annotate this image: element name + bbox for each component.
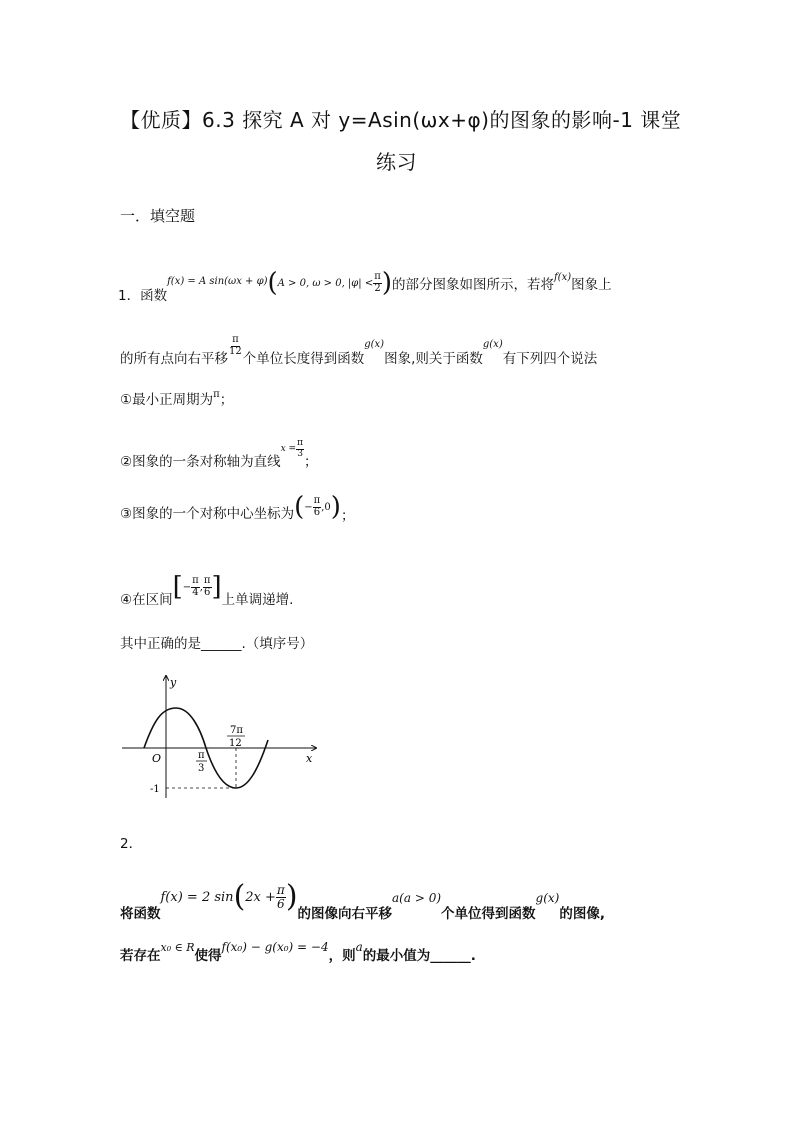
q2-x0-in: x₀ ∈ R	[160, 940, 195, 954]
q2-mid1: 的图像向右平移	[297, 906, 393, 922]
pi-over-6-b: $\frac{\pi}{6}$	[203, 575, 211, 598]
q1-func-expr: f(x) = A sin(ωx + φ)	[167, 275, 268, 287]
q2-gx: g(x)	[535, 891, 560, 905]
q2-mid3: 的图像,	[559, 906, 605, 922]
tick-pi-3-num: π	[198, 750, 205, 761]
q2-a-var: a	[355, 940, 363, 954]
q2-lead: 将函数	[120, 906, 161, 922]
statement-3: ③图象的一个对称中心坐标为 ( − $\frac{\pi}{6}$ ,0 ) ；	[120, 492, 355, 524]
right-paren: )	[381, 268, 392, 298]
tick-pi-3-den: 3	[198, 763, 205, 774]
statement-2-text: ②图象的一条对称轴为直线	[120, 454, 281, 470]
origin-label: O	[152, 752, 162, 765]
q1-after-cond: 的部分图象如图所示，若将	[391, 277, 554, 293]
q2-f-def: f(x) = 2 sin	[160, 889, 234, 905]
q2-equation: f(x₀) − g(x₀) = −4	[221, 940, 329, 954]
q1-line1	[118, 262, 612, 304]
statement-4-end: 上单调递增.	[221, 592, 294, 608]
q2-mid2: 个单位得到函数	[441, 906, 536, 922]
q1-question: 其中正确的是______.（填序号）	[120, 636, 314, 652]
q2-inner: 2x +	[245, 889, 276, 905]
doc-title-line1: 【优质】6.3 探究 A 对 y=Asin(ωx+φ)的图象的影响-1 课堂	[120, 108, 682, 132]
sine-graph	[110, 670, 330, 810]
q1-line2-b: 个单位长度得到函数	[242, 351, 365, 367]
statement-1-pi: π	[213, 388, 220, 400]
doc-title-line2: 练习	[376, 150, 417, 174]
x-axis-label: x	[306, 752, 313, 765]
left-paren: (	[267, 268, 278, 298]
q2-line2	[120, 934, 476, 964]
section-header: 一．填空题	[120, 207, 196, 225]
pi-over-12: $\frac{\pi}{12}$	[229, 334, 242, 357]
q2-l2-b: 使得	[194, 948, 222, 964]
statement-2-end: ；	[304, 454, 318, 470]
neg-one-label: -1	[150, 784, 160, 795]
q1-line2	[120, 325, 597, 367]
q1-lead: 函数	[140, 288, 168, 304]
statement-3-end: ；	[340, 508, 355, 524]
statement-3-text: ③图象的一个对称中心坐标为	[120, 506, 295, 522]
q1-fx: f(x)	[553, 271, 572, 283]
q1-after-fx: 图象上	[571, 277, 612, 293]
q2-number: 2．	[120, 836, 143, 852]
q1-line2-c: 图象,则关于函数	[384, 351, 483, 367]
statement-2	[120, 428, 318, 470]
pi-over-6: $\frac{\pi}{6}$	[313, 495, 321, 518]
statement-1	[120, 388, 233, 408]
statement-4-text: ④在区间	[120, 592, 173, 608]
q2-l2-d: 的最小值为______.	[362, 948, 476, 964]
q1-line2-a: 的所有点向右平移	[120, 351, 228, 367]
q1-gx-2: g(x)	[482, 338, 503, 350]
q2-line1: 将函数 f(x) = 2 sin ( 2x + $\frac{\pi}{6}$ ) 的图像向右平移 a(a > 0) 个单位得到函数 g(x) 的图像,	[120, 879, 605, 922]
q2-pi-over-6: $\frac{\pi}{6}$	[276, 882, 285, 911]
y-axis-label: y	[170, 676, 177, 689]
q1-gx: g(x)	[364, 338, 385, 350]
q2-a-cond: a(a > 0)	[392, 891, 442, 905]
statement-1-end: ；	[219, 392, 234, 408]
q2-l2-a: 若存在	[120, 948, 161, 964]
statement-1-text: ①最小正周期为	[120, 392, 214, 408]
q1-number: 1．	[118, 288, 141, 304]
pi-over-4: $\frac{\pi}{4}$	[192, 575, 199, 598]
q1-line2-d: 有下列四个说法	[502, 351, 598, 367]
q2-l2-c: ，则	[328, 948, 356, 964]
q1-condition: A > 0, ω > 0, |φ| <	[277, 277, 374, 289]
statement-4: ④在区间 [ − $\frac{\pi}{4}$ , $\frac{\pi}{6}$ ] 上单调递增.	[120, 572, 294, 608]
tick-7pi-12-num: 7π	[230, 725, 243, 736]
statement-2-var: x =	[280, 444, 297, 454]
tick-7pi-12-den: 12	[229, 738, 242, 749]
pi-over-3: $\frac{\pi}{3}$	[297, 438, 304, 459]
pi-over-2: $\frac{\pi}{2}$	[374, 271, 381, 294]
